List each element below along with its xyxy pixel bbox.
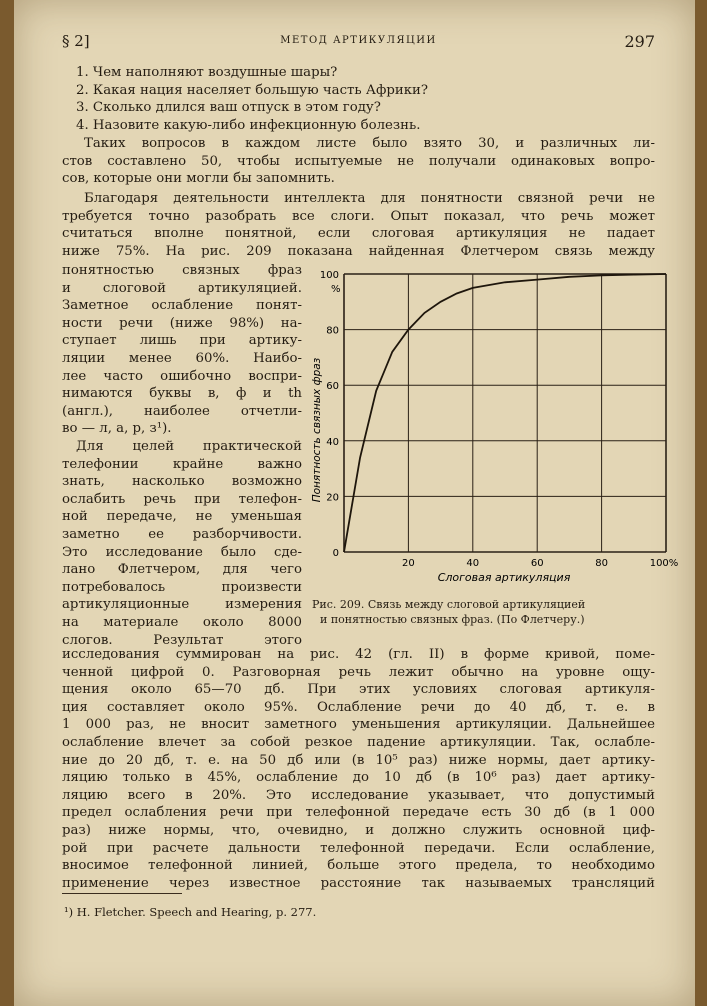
- text-line: сов, которые они могли бы запомнить.: [62, 171, 335, 186]
- text-line: слогов. Результат этого: [62, 632, 302, 648]
- text-line: Таких вопросов в каждом листе было взято 30, и различных ли-: [84, 136, 655, 151]
- text-line: артикуляционные измерения: [62, 597, 302, 613]
- text-line: рой при расчете дальности телефонной передачи. Если ослабление,: [62, 840, 655, 856]
- text-line: ляцию только в 45%, ослабление до 10 дб (в 10⁶ раз) дает артику-: [62, 770, 655, 786]
- text-line: ступает лишь при артику-: [62, 333, 302, 349]
- articulation-curve: [344, 274, 666, 552]
- text-line: 1. Чем наполняют воздушные шары?: [76, 65, 338, 80]
- text-line: ние до 20 дб, т. е. на 50 дб или (в 10⁵ раз) ниже нормы, дает артику-: [62, 752, 655, 768]
- text-line: Для целей практической: [76, 439, 302, 454]
- y-tick-label: 40: [326, 436, 339, 448]
- text-line: 1 000 раз, не вносит заметного уменьшения артикуляции. Дальнейшее: [62, 717, 655, 733]
- y-tick-label: 0: [332, 548, 339, 559]
- text-line: лано Флетчером, для чего: [62, 562, 302, 578]
- caption-line: Рис. 209. Связь между слоговой артикуляцией: [312, 598, 586, 611]
- section-marker: § 2]: [62, 32, 90, 50]
- y-tick-label: 100: [319, 270, 339, 281]
- text-line: ченной цифрой 0. Разговорная речь лежит обычно на уровне ощу-: [62, 664, 655, 680]
- text-line: Заметное ослабление понят-: [62, 298, 302, 314]
- text-line: 3. Сколько длился ваш отпуск в этом году?: [76, 100, 381, 115]
- text-line: Это исследование было сде-: [62, 544, 302, 560]
- text-line: ослабление влечет за собой резкое падение артикуляции. Так, ослабле-: [62, 735, 655, 750]
- text-line: раз) ниже нормы, что, очевидно, и должно служить основной циф-: [62, 823, 655, 838]
- x-axis-label: Слоговая артикуляция: [437, 571, 571, 584]
- text-line: нимаются буквы в, ф и th: [62, 386, 302, 402]
- text-line: на материале около 8000: [62, 615, 302, 630]
- text-line: вносимое телефонной линией, больше этого предела, то необходимо: [62, 858, 655, 874]
- text-line: потребовалось произвести: [62, 579, 302, 595]
- x-tick-label: 40: [466, 558, 480, 569]
- text-line: ниже 75%. На рис. 209 показана найденная Флетчером связь между: [62, 243, 655, 259]
- y-axis-label: Понятность связных фраз: [311, 357, 323, 503]
- text-line: знать, насколько возможно: [62, 474, 302, 490]
- running-title: МЕТОД АРТИКУЛЯЦИИ: [280, 35, 437, 46]
- text-line: во — л, а, р, з¹).: [62, 421, 172, 437]
- text-line: считаться вполне понятной, если слоговая артикуляция не падает: [62, 226, 655, 241]
- text-line: лее часто ошибочно воспри-: [62, 368, 302, 384]
- text-line: заметно ее разборчивости.: [62, 527, 302, 542]
- footnote: ¹) H. Fletcher. Speech and Hearing, p. 277.: [64, 905, 317, 919]
- text-line: ляции менее 60%. Наибо-: [62, 351, 302, 366]
- text-line: (англ.), наиболее отчетли-: [62, 403, 302, 419]
- caption-line: и понятностью связных фраз. (По Флетчеру.): [320, 613, 585, 626]
- text-line: телефонии крайне важно: [62, 456, 302, 472]
- text-line: ности речи (ниже 98%) на-: [62, 315, 302, 331]
- text-line: стов составлено 50, чтобы испытуемые не получали одинаковых вопро-: [62, 153, 655, 169]
- text-line: Благодаря деятельности интеллекта для понятности связной речи не: [84, 191, 655, 206]
- text-line: ослабить речь при телефон-: [62, 491, 302, 507]
- text-line: и слоговой артикуляцией.: [62, 280, 302, 296]
- text-line: предел ослабления речи при телефонной передаче есть 30 дб (в 1 000: [62, 805, 655, 821]
- y-unit-label: %: [331, 284, 341, 295]
- chart-grid: [344, 274, 666, 552]
- text-line: ция составляет около 95%. Ослабление речи до 40 дб, т. е. в: [62, 699, 655, 715]
- text-line: исследования суммирован на рис. 42 (гл. II) в форме кривой, поме-: [62, 647, 655, 662]
- page-header: [62, 32, 655, 52]
- text-line: ляцию всего в 20%. Это исследование указывает, что допустимый: [62, 787, 655, 803]
- x-tick-label: 60: [530, 558, 544, 569]
- y-tick-label: 20: [326, 492, 339, 504]
- x-tick-label: 20: [402, 558, 415, 569]
- y-tick-label: 80: [326, 325, 339, 337]
- x-tick-label: 80: [595, 558, 608, 569]
- footnote-rule: [62, 893, 182, 894]
- text-line: понятностью связных фраз: [62, 263, 302, 278]
- book-page: [14, 0, 695, 1006]
- chart-ticks: [320, 270, 678, 569]
- text-line: 4. Назовите какую-либо инфекционную болезнь.: [76, 117, 421, 133]
- text-line: требуется точно разобрать все слоги. Опыт показал, что речь может: [62, 208, 655, 224]
- figure-209-chart: [304, 262, 679, 602]
- x-tick-label: 100%: [649, 558, 679, 569]
- y-tick-label: 60: [326, 381, 339, 393]
- text-line: применение через известное расстояние так называемых трансляций: [62, 875, 655, 891]
- text-line: щения около 65—70 дб. При этих условиях слоговая артикуля-: [62, 682, 655, 698]
- text-line: 2. Какая нация населяет большую часть Африки?: [76, 82, 429, 98]
- page-number: 297: [624, 32, 655, 51]
- text-line: ной передаче, не уменьшая: [62, 509, 302, 525]
- figure-caption: [312, 597, 657, 627]
